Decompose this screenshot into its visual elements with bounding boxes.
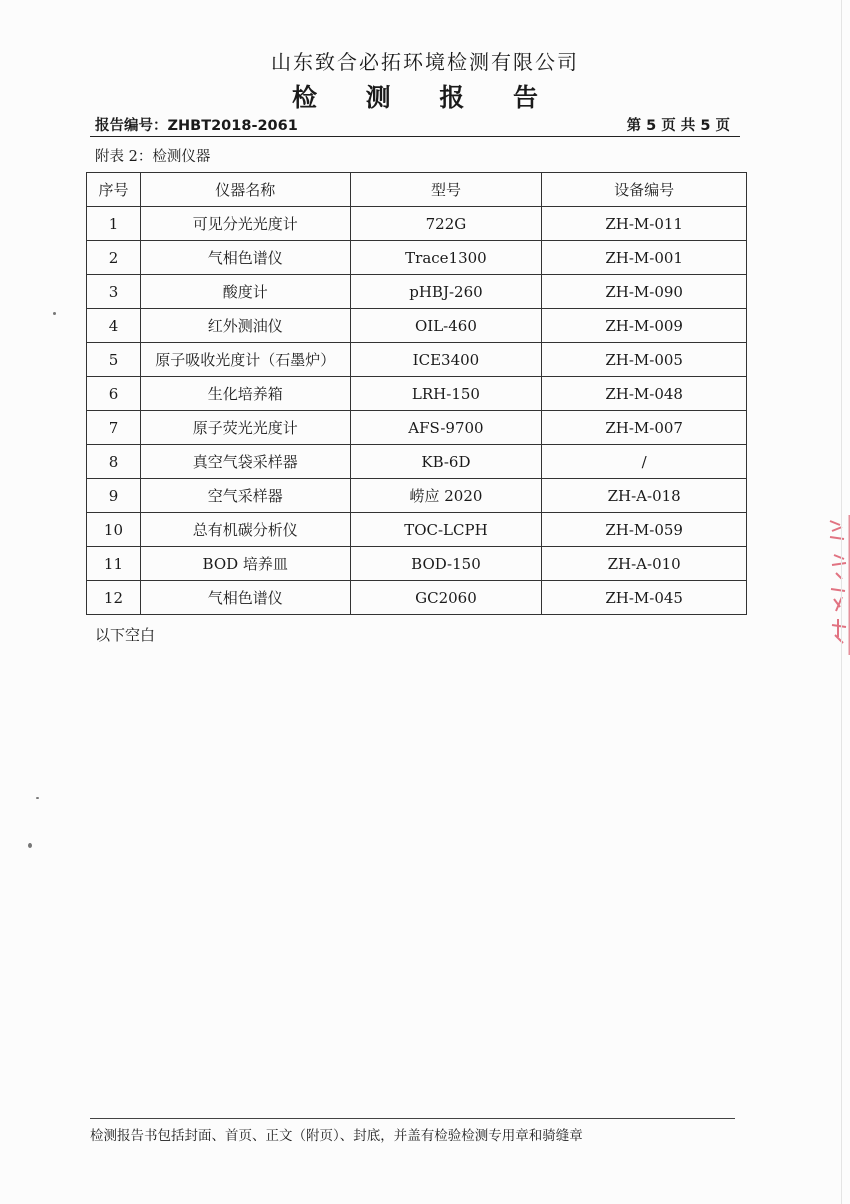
- device-id: ZH-M-001: [542, 241, 747, 275]
- row-index: 12: [87, 581, 141, 615]
- footer-note: 检测报告书包括封面、首页、正文（附页）、封底，并盖有检验检测专用章和骑缝章: [90, 1128, 583, 1144]
- model-number: KB-6D: [350, 445, 542, 479]
- row-index: 11: [87, 547, 141, 581]
- table-row: [87, 581, 747, 615]
- device-id: ZH-A-010: [542, 547, 747, 581]
- model-number: TOC-LCPH: [350, 513, 542, 547]
- device-id: ZH-M-005: [542, 343, 747, 377]
- instrument-name: BOD 培养皿: [140, 547, 350, 581]
- column-header-model: 型号: [350, 173, 542, 207]
- column-header-name: 仪器名称: [140, 173, 350, 207]
- instrument-name: 红外测油仪: [140, 309, 350, 343]
- scan-speck: [53, 312, 56, 315]
- page-info: 第 5 页 共 5 页: [626, 118, 730, 134]
- instrument-name: 生化培养箱: [140, 377, 350, 411]
- device-id: ZH-M-048: [542, 377, 747, 411]
- seal-stamp-fragment: [826, 515, 850, 655]
- model-number: ICE3400: [350, 343, 542, 377]
- scan-speck: [28, 843, 32, 848]
- model-number: AFS-9700: [350, 411, 542, 445]
- footer-divider: [90, 1118, 735, 1119]
- device-id: ZH-M-011: [542, 207, 747, 241]
- model-number: OIL-460: [350, 309, 542, 343]
- device-id: ZH-M-059: [542, 513, 747, 547]
- table-body: [87, 207, 747, 615]
- company-name: 山东致合必拓环境检测有限公司: [271, 50, 579, 74]
- row-index: 2: [87, 241, 141, 275]
- instrument-name: 真空气袋采样器: [140, 445, 350, 479]
- row-index: 5: [87, 343, 141, 377]
- row-index: 4: [87, 309, 141, 343]
- instrument-name: 空气采样器: [140, 479, 350, 513]
- row-index: 9: [87, 479, 141, 513]
- report-number: 报告编号：ZHBT2018-2061: [95, 118, 298, 134]
- column-header-device-id: 设备编号: [542, 173, 747, 207]
- row-index: 6: [87, 377, 141, 411]
- table-row: [87, 513, 747, 547]
- instrument-name: 气相色谱仪: [140, 241, 350, 275]
- device-id: ZH-M-045: [542, 581, 747, 615]
- device-id: ZH-M-090: [542, 275, 747, 309]
- instrument-name: 气相色谱仪: [140, 581, 350, 615]
- model-number: GC2060: [350, 581, 542, 615]
- row-index: 10: [87, 513, 141, 547]
- table-row: [87, 275, 747, 309]
- model-number: 722G: [350, 207, 542, 241]
- report-title: 检 测 报 告: [291, 83, 559, 112]
- table-row: [87, 479, 747, 513]
- table-row: [87, 309, 747, 343]
- model-number: pHBJ-260: [350, 275, 542, 309]
- instrument-table: [86, 172, 747, 615]
- column-header-index: 序号: [87, 173, 141, 207]
- instrument-name: 酸度计: [140, 275, 350, 309]
- instrument-name: 总有机碳分析仪: [140, 513, 350, 547]
- table-row: [87, 343, 747, 377]
- table-header-row: [87, 173, 747, 207]
- device-id: ZH-M-009: [542, 309, 747, 343]
- row-index: 3: [87, 275, 141, 309]
- model-number: LRH-150: [350, 377, 542, 411]
- model-number: Trace1300: [350, 241, 542, 275]
- instrument-name: 可见分光光度计: [140, 207, 350, 241]
- scan-edge-line: [841, 0, 842, 1204]
- table-caption: 附表 2：检测仪器: [95, 149, 211, 165]
- row-index: 8: [87, 445, 141, 479]
- device-id: ZH-M-007: [542, 411, 747, 445]
- table-row: [87, 207, 747, 241]
- device-id: /: [542, 445, 747, 479]
- instrument-name: 原子吸收光度计（石墨炉）: [140, 343, 350, 377]
- scan-speck: [36, 797, 39, 799]
- instrument-name: 原子荧光光度计: [140, 411, 350, 445]
- row-index: 1: [87, 207, 141, 241]
- table-row: [87, 241, 747, 275]
- table-row: [87, 411, 747, 445]
- header-divider: [90, 136, 740, 137]
- table-row: [87, 377, 747, 411]
- blank-below-note: 以下空白: [95, 626, 156, 644]
- table-row: [87, 445, 747, 479]
- row-index: 7: [87, 411, 141, 445]
- table-row: [87, 547, 747, 581]
- model-number: 崂应 2020: [350, 479, 542, 513]
- device-id: ZH-A-018: [542, 479, 747, 513]
- model-number: BOD-150: [350, 547, 542, 581]
